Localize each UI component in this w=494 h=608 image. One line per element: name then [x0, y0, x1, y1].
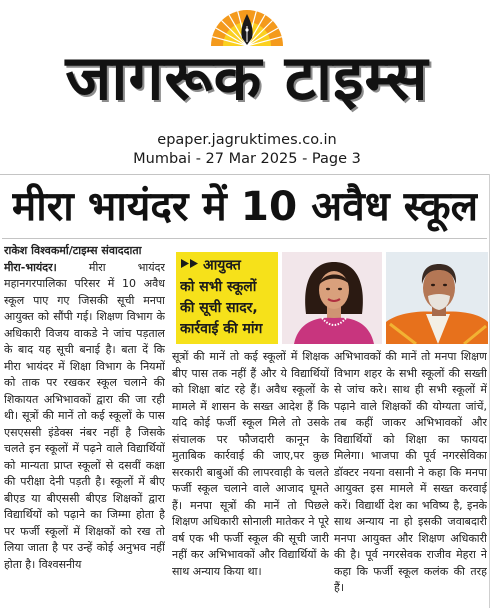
dateline: मीरा-भायंदर। — [4, 260, 57, 274]
article-column-3 — [334, 349, 487, 607]
highlight-line: आयुक्त — [180, 255, 274, 277]
column-divider — [489, 174, 490, 608]
headline: मीरा भायंदर में 10 अवैध स्कूल — [12, 182, 478, 230]
article-text: मीरा भायंदर महानगरपालिका परिसर में 10 अवैध स्कूल पाए गए जिसकी सूची मनपा आयुक्त को सौंपी गई। शिक्षण विभाग के अधिकारी विजय वाकडे ने जांच पड़ताल के बाद यह सूची बनाई है। बता दें कि मीरा भायंदर में शिक्षा विभाग के नियमों को ताक पर रखकर स्कूल चलाने की शिकायत अभिभावकों द्वारा की जा रही थी। सूत्रों की मानें तो कई स्कूलों के पास एसएससी इंडेक्स नंबर नहीं है जिसके चलते इन स्कूलों में पढ़ने वाले विद्यार्थियों को मान्यता प्राप्त स्कूलों से दसवीं कक्षा की परीक्षा देनी पड़ती है। स्कूलों में बीए बीएड या बीएससी बीएड शिक्षकों द्वारा विद्यार्थियों को पढ़ाने का जिम्मा होता है पर फर्जी स्कूलों में शिक्षकों को रख तो लिया जाता है पर उन्हें कोई अनुभव नहीं होता है। विश्वसनीय — [4, 260, 165, 571]
article-clip[interactable] — [0, 172, 494, 608]
highlight-line: को सभी स्कूलों — [180, 278, 257, 295]
highlight-line: कार्रवाई की मांग — [180, 320, 263, 337]
divider — [0, 174, 489, 175]
highlight-box — [176, 252, 278, 344]
article-text: अभिभावकों की मानें तो मनपा शिक्षण विभाग शहर के सभी स्कूलों की सख्ती से जांच करे। साथ ही सभी स्कूलों में पढ़ाने वाले शिक्षकों की योग्यता जांचें, तब कहीं जाकर अभिभावकों और विद्यार्थियों को शिक्षा का फायदा मिलेगा। भाजपा की पूर्व नगरसेविका डॉक्टर नयना वसानी ने कहा कि मनपा आयुक्त इस मामले में सख्त करवाई करें। विद्यार्थी देश का भविष्य है, इनके साथ अन्याय ना हो इसकी जवाबदारी मनपा आयुक्त और शिक्षण अधिकारी की है। पूर्व नगरसेवक राजीव मेहरा ने कहा कि फर्जी स्कूल कलंक की तरह हैं। — [334, 350, 487, 594]
article-column-1 — [4, 243, 165, 607]
byline: राकेश विश्वकर्मा/टाइम्स संवाददाता — [4, 244, 142, 257]
portrait-woman-photo — [282, 252, 382, 344]
highlight-line: की सूची सादर, — [180, 299, 258, 316]
double-arrow-icon — [180, 255, 200, 276]
masthead-title: जागरूक टाइम्स — [65, 41, 429, 114]
edition-url: epaper.jagruktimes.co.in — [157, 132, 337, 148]
article-text: सूत्रों की मानें तो कई स्कूलों में शिक्षक बीए पास तक नहीं हैं और ये विद्यार्थियों को शिक्षा बांट रहे हैं। अवैध स्कूलों के मामले में शासन के सख्त आदेश हैं कि यदि कोई फर्जी स्कूल मिले तो उसके संचालक पर फौजदारी कानून के मुताबिक कार्रवाई की जाए,पर कुछ सरकारी बाबुओं की लापरवाही के चलते फर्जी स्कूल चलाने वाले आजाद घूमते हैं। मनपा सूत्रों की मानें तो पिछले शिक्षण अधिकारी सोनाली मातेकर ने पूरे वर्ष एक भी फर्जी स्कूल की सूची जारी नहीं कर अभिभावकों और विद्यार्थियों के साथ अन्याय किया था। — [172, 350, 329, 578]
edition-info: Mumbai - 27 Mar 2025 - Page 3 — [133, 151, 361, 167]
portrait-man-photo — [386, 252, 488, 344]
article-column-2 — [172, 349, 329, 607]
article-paragraph — [4, 260, 165, 574]
divider — [2, 238, 487, 239]
